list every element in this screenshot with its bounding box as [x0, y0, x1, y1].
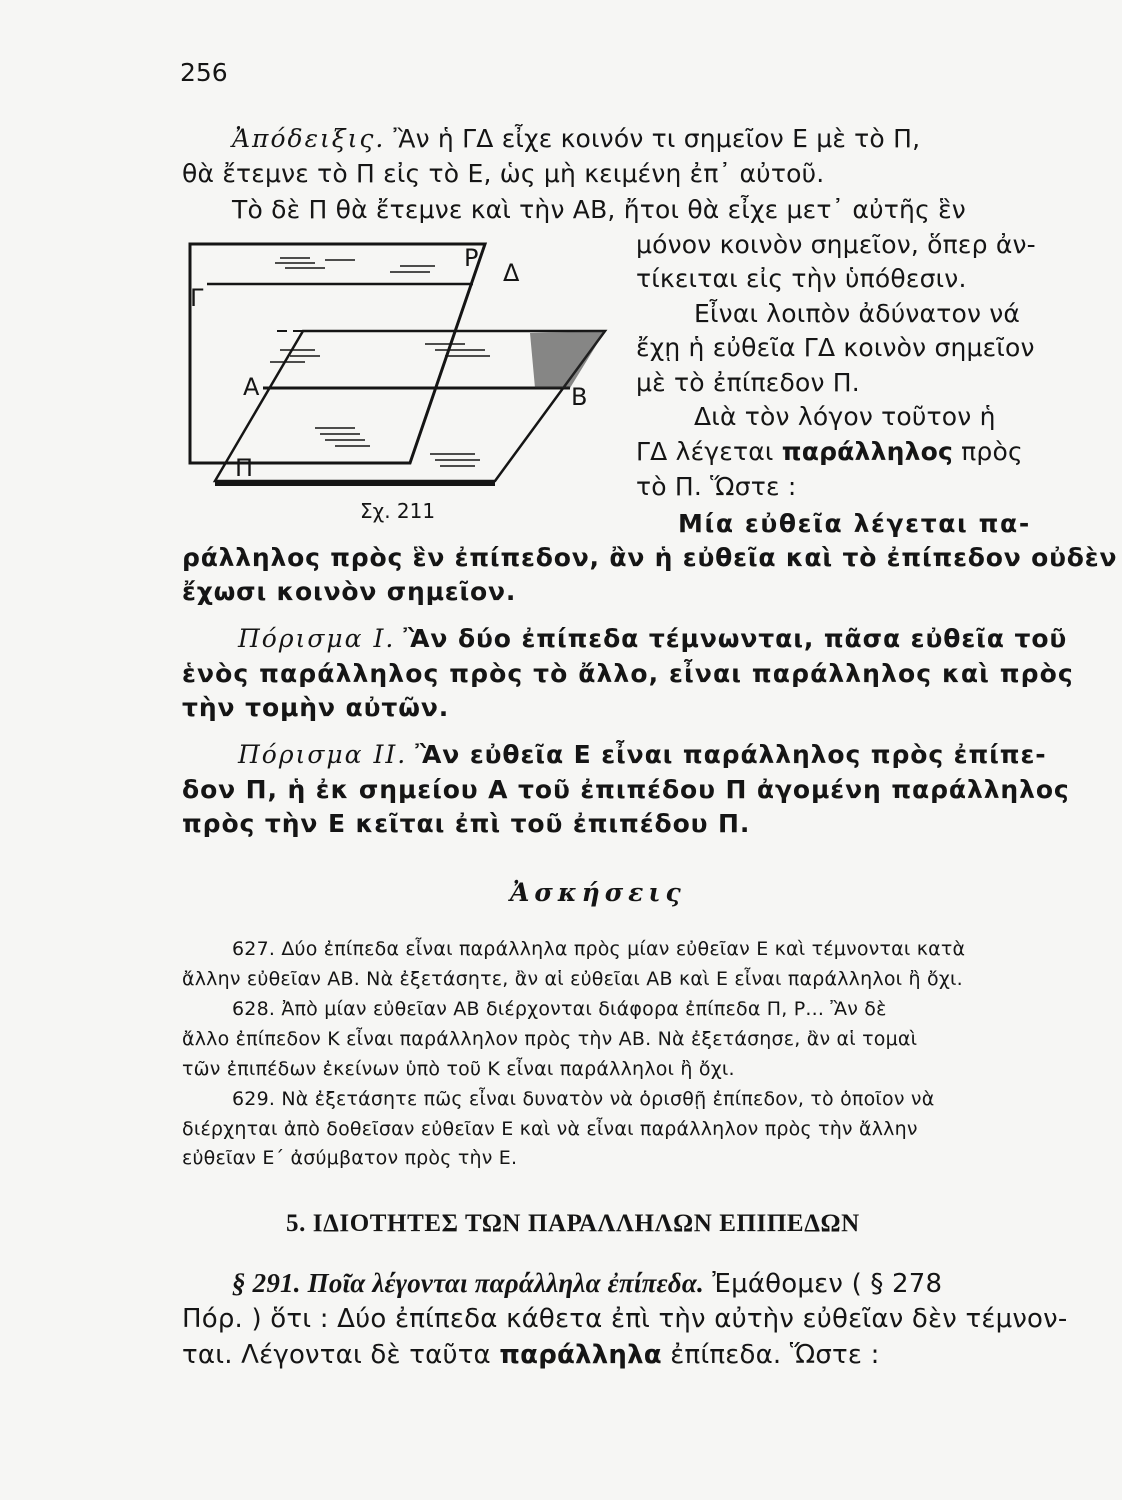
proof-line-8: μὲ τὸ ἐπίπεδον Π. [636, 368, 860, 397]
porism-1-line-2: ἑνὸς παράλληλος πρὸς τὸ ἄλλο, εἶναι παράλληλος καὶ πρὸς [182, 659, 1074, 688]
proof-line-2: θὰ ἔτεμνε τὸ Π εἰς τὸ Ε, ὡς μὴ κειμένη ἐπ᾽ αὐτοῦ. [182, 159, 825, 188]
proof-text-1: Ἂν ἡ ΓΔ εἶχε κοινόν τι σημεῖον Ε μὲ τὸ Π, [393, 124, 921, 153]
proof-label: Ἀπόδειξις. [232, 124, 386, 153]
proof-line-1 [232, 124, 1042, 154]
section-heading: 5. ΙΔΙΟΤΗΤΕΣ ΤΩΝ ΠΑΡΑΛΛΗΛΩΝ ΕΠΙΠΕΔΩΝ [286, 1210, 860, 1237]
exercise-627-line-2: ἄλλην εὐθεῖαν ΑΒ. Νὰ ἐξετάσητε, ἂν αἱ εὐθεῖαι ΑΒ καὶ Ε εἶναι παράλληλοι ἢ ὄχι. [182, 968, 963, 990]
section-line-1-rest: Ἐμάθομεν ( § 278 [703, 1269, 943, 1299]
label-b: Β [571, 383, 588, 411]
proof-line-4: μόνον κοινὸν σημεῖον, ὅπερ ἀν- [636, 230, 1036, 259]
exercise-629-line-1: 629. Νὰ ἐξετάσητε πῶς εἶναι δυνατὸν νὰ ὁρισθῇ ἐπίπεδον, τὸ ὁποῖον νὰ [232, 1088, 935, 1110]
porism-1-line-3: τὴν τομὴν αὐτῶν. [182, 693, 450, 722]
proof-line-3: Τὸ δὲ Π θὰ ἔτεμνε καὶ τὴν ΑΒ, ἤτοι θὰ εἶχε μετ᾽ αὐτῆς ἓν [232, 195, 966, 224]
figure-211 [185, 228, 615, 538]
exercise-628-line-2: ἄλλο ἐπίπεδον Κ εἶναι παράλληλον πρὸς τὴν ΑΒ. Νὰ ἐξετάσησε, ἂν αἱ τομαὶ [182, 1028, 918, 1050]
parallel-term: παράλληλος [781, 437, 954, 466]
section-line-3-a: ται. Λέγονται δὲ ταῦτα [182, 1340, 500, 1370]
proof-line-7: ἔχῃ ἡ εὐθεῖα ΓΔ κοινὸν σημεῖον [636, 333, 1035, 362]
label-p: Π [235, 454, 254, 482]
figure-caption: Σχ. 211 [360, 499, 436, 523]
definition-line-1: Μία εὐθεῖα λέγεται πα- [678, 509, 1031, 538]
shaded-wedge [530, 331, 605, 388]
exercises-title: Ἀσκήσεις [510, 878, 686, 907]
label-g: Γ [190, 284, 204, 312]
section-line-1 [232, 1268, 942, 1299]
porism-2-line-2: δον Π, ἡ ἐκ σημείου Α τοῦ ἐπιπέδου Π ἀγομένη παράλληλος [182, 775, 1070, 804]
definition-line-2: ράλληλος πρὸς ἓν ἐπίπεδον, ἂν ἡ εὐθεῖα καὶ τὸ ἐπίπεδον οὐδὲν [182, 543, 1118, 572]
proof-line-10 [636, 437, 1023, 467]
porism-1-line-1 [238, 624, 1067, 654]
label-a: Α [243, 373, 260, 401]
proof-line-11: τὸ Π. Ὥστε : [636, 472, 797, 501]
parallel-planes-term: παράλληλα [499, 1340, 662, 1370]
section-line-3 [182, 1340, 880, 1370]
paragraph-label: § 291. Ποῖα λέγονται παράλληλα ἐπίπεδα. [232, 1268, 704, 1298]
exercise-628-line-3: τῶν ἐπιπέδων ἐκείνων ὑπὸ τοῦ Κ εἶναι παράλληλοι ἢ ὄχι. [182, 1058, 735, 1080]
porism-2-label: Πόρισμα ΙΙ. [238, 740, 408, 769]
definition-line-3: ἔχωσι κοινὸν σημεῖον. [182, 577, 517, 606]
label-r: Ρ [464, 244, 479, 272]
hatching [270, 258, 490, 466]
exercise-629-line-2: διέρχηται ἀπὸ δοθεῖσαν εὐθεῖαν Ε καὶ νὰ εἶναι παράλληλον πρὸς τὴν ἄλλην [182, 1118, 918, 1140]
proof-line-10-c: πρὸς [953, 437, 1023, 466]
porism-1-label: Πόρισμα Ι. [238, 624, 396, 653]
exercise-628-line-1: 628. Ἀπὸ μίαν εὐθεῖαν ΑΒ διέρχονται διάφορα ἐπίπεδα Π, Ρ... Ἂν δὲ [232, 998, 887, 1020]
exercise-629-line-3: εὐθεῖαν Ε΄ ἀσύμβατον πρὸς τὴν Ε. [182, 1147, 518, 1169]
label-d: Δ [503, 259, 520, 287]
plane-r [190, 244, 485, 463]
exercise-627-line-1: 627. Δύο ἐπίπεδα εἶναι παράλληλα πρὸς μίαν εὐθεῖαν Ε καὶ τέμνονται κατὰ [232, 938, 966, 960]
proof-line-5: τίκειται εἰς τὴν ὑπόθεσιν. [636, 264, 967, 293]
section-line-2: Πόρ. ) ὅτι : Δύο ἐπίπεδα κάθετα ἐπὶ τὴν αὐτὴν εὐθεῖαν δὲν τέμνον- [182, 1304, 1068, 1334]
section-line-3-c: ἐπίπεδα. Ὥστε : [661, 1340, 880, 1370]
proof-line-6: Εἶναι λοιπὸν ἀδύνατον νά [694, 299, 1021, 328]
page-number: 256 [180, 58, 228, 87]
porism-1-text-1: Ἂν δύο ἐπίπεδα τέμνωνται, πᾶσα εὐθεῖα τοῦ [403, 624, 1068, 653]
proof-line-10-a: ΓΔ λέγεται [636, 437, 782, 466]
porism-2-line-1 [238, 740, 1047, 770]
porism-2-text-1: Ἂν εὐθεῖα Ε εἶναι παράλληλος πρὸς ἐπίπε- [415, 740, 1047, 769]
proof-line-9: Διὰ τὸν λόγον τοῦτον ἡ [694, 402, 996, 431]
porism-2-line-3: πρὸς τὴν Ε κεῖται ἐπὶ τοῦ ἐπιπέδου Π. [182, 809, 751, 838]
